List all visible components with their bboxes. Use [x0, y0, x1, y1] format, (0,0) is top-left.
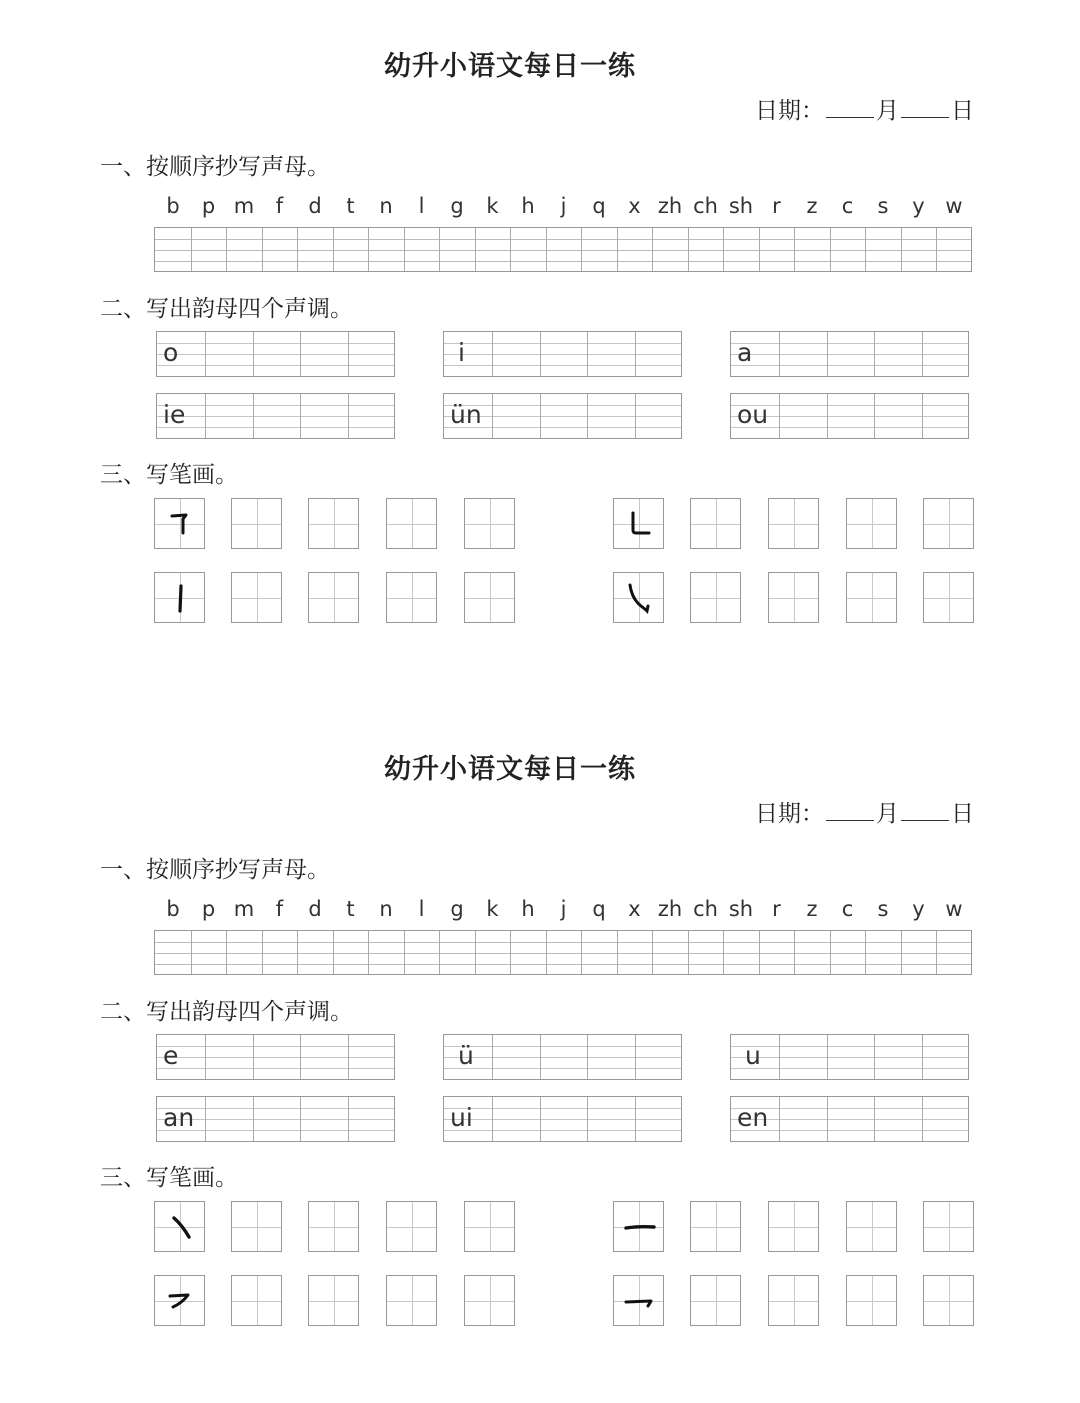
final-writing-box[interactable] — [730, 393, 969, 439]
stroke-shu-icon — [155, 573, 206, 624]
initial-letter: q — [592, 194, 606, 218]
final-writing-box[interactable] — [156, 1034, 395, 1080]
month-blank[interactable] — [826, 97, 874, 118]
initial-letter: s — [877, 897, 889, 921]
initial-letter: m — [233, 194, 255, 218]
final-label: ie — [163, 400, 186, 429]
practice-box[interactable] — [464, 498, 515, 549]
practice-box[interactable] — [231, 1201, 282, 1252]
final-label: o — [163, 338, 179, 367]
section-2-heading: 二、写出韵母四个声调。 — [100, 296, 353, 322]
initial-letter: x — [628, 897, 641, 921]
initial-letter: c — [841, 194, 854, 218]
initials-row — [155, 897, 973, 927]
initial-letter: m — [233, 897, 255, 921]
initial-letter: sh — [728, 897, 754, 921]
initial-letter: n — [379, 897, 393, 921]
date-line — [755, 795, 974, 828]
practice-box[interactable] — [768, 1201, 819, 1252]
final-writing-box[interactable] — [443, 1034, 682, 1080]
initial-letter: b — [166, 897, 180, 921]
practice-box[interactable] — [386, 1201, 437, 1252]
stroke-sample-box — [613, 1201, 664, 1252]
initial-letter: z — [806, 194, 818, 218]
stroke-hengpie-icon — [155, 1276, 206, 1327]
page-title: 幼升小语文每日一练 — [384, 51, 636, 82]
initial-letter: y — [912, 897, 925, 921]
practice-box[interactable] — [308, 1201, 359, 1252]
practice-box[interactable] — [846, 1201, 897, 1252]
section-3-heading: 三、写笔画。 — [100, 1165, 238, 1191]
stroke-sample-box — [613, 572, 664, 623]
initial-letter: d — [308, 194, 322, 218]
worksheet-1 — [0, 0, 1080, 700]
practice-box[interactable] — [231, 498, 282, 549]
initials-row — [155, 194, 973, 224]
final-label: ün — [450, 400, 482, 429]
practice-box[interactable] — [768, 572, 819, 623]
day-label: 日 — [951, 801, 974, 827]
initial-letter: l — [418, 194, 425, 218]
final-writing-box[interactable] — [730, 331, 969, 377]
initial-letter: ch — [693, 897, 718, 921]
final-writing-box[interactable] — [156, 1096, 395, 1142]
practice-box[interactable] — [231, 572, 282, 623]
stroke-shuwan-icon — [614, 499, 665, 550]
initial-letter: t — [346, 897, 355, 921]
initial-letter: p — [201, 194, 216, 218]
practice-box[interactable] — [690, 1201, 741, 1252]
initial-letter: j — [560, 897, 567, 921]
practice-box[interactable] — [846, 1275, 897, 1326]
final-label: ü — [458, 1041, 474, 1070]
final-label: e — [163, 1041, 179, 1070]
stroke-henggou-icon — [614, 1276, 665, 1327]
initial-letter: x — [628, 194, 641, 218]
month-label: 月 — [876, 98, 899, 124]
initial-letter: k — [486, 194, 499, 218]
date-line — [755, 92, 974, 125]
practice-box[interactable] — [690, 1275, 741, 1326]
initials-writing-grid[interactable] — [154, 227, 972, 272]
practice-box[interactable] — [308, 572, 359, 623]
practice-box[interactable] — [231, 1275, 282, 1326]
final-label: ou — [737, 400, 769, 429]
month-label: 月 — [876, 801, 899, 827]
initial-letter: ch — [693, 194, 718, 218]
practice-box[interactable] — [690, 572, 741, 623]
initial-letter: d — [308, 897, 322, 921]
section-2-heading: 二、写出韵母四个声调。 — [100, 999, 353, 1025]
final-writing-box[interactable] — [443, 1096, 682, 1142]
practice-box[interactable] — [386, 1275, 437, 1326]
worksheet-2 — [0, 703, 1080, 1403]
initial-letter: r — [772, 897, 781, 921]
initial-letter: zh — [657, 897, 683, 921]
initial-letter: q — [592, 897, 606, 921]
section-1-heading: 一、按顺序抄写声母。 — [100, 154, 330, 180]
stroke-dian-icon — [155, 1202, 206, 1253]
practice-box[interactable] — [923, 1275, 974, 1326]
day-label: 日 — [951, 98, 974, 124]
practice-box[interactable] — [923, 498, 974, 549]
initial-letter: l — [418, 897, 425, 921]
practice-box[interactable] — [308, 1275, 359, 1326]
practice-box[interactable] — [768, 498, 819, 549]
day-blank[interactable] — [901, 97, 949, 118]
final-writing-box[interactable] — [730, 1034, 969, 1080]
final-label: i — [458, 338, 465, 367]
practice-box[interactable] — [464, 572, 515, 623]
stroke-sample-box — [613, 1275, 664, 1326]
date-label: 日期： — [755, 98, 824, 124]
initial-letter: f — [275, 194, 284, 218]
initial-letter: k — [486, 897, 499, 921]
stroke-sample-box — [154, 1275, 205, 1326]
date-label: 日期： — [755, 801, 824, 827]
practice-box[interactable] — [308, 498, 359, 549]
initial-letter: n — [379, 194, 393, 218]
initial-letter: zh — [657, 194, 683, 218]
practice-box[interactable] — [846, 572, 897, 623]
final-writing-box[interactable] — [730, 1096, 969, 1142]
final-label: u — [745, 1041, 761, 1070]
final-label: en — [737, 1103, 769, 1132]
final-writing-box[interactable] — [443, 331, 682, 377]
initial-letter: g — [450, 897, 464, 921]
stroke-sample-box — [154, 572, 205, 623]
stroke-sample-box — [154, 498, 205, 549]
practice-box[interactable] — [386, 572, 437, 623]
final-writing-box[interactable] — [443, 393, 682, 439]
initial-letter: s — [877, 194, 889, 218]
practice-box[interactable] — [464, 1201, 515, 1252]
stroke-heng-icon — [614, 1202, 665, 1253]
final-label: a — [737, 338, 753, 367]
initial-letter: f — [275, 897, 284, 921]
initial-letter: j — [560, 194, 567, 218]
final-writing-box[interactable] — [156, 393, 395, 439]
final-label: ui — [450, 1103, 473, 1132]
initial-letter: w — [945, 194, 963, 218]
stroke-hengzhe-icon — [155, 499, 206, 550]
month-blank[interactable] — [826, 800, 874, 821]
initial-letter: h — [521, 194, 535, 218]
final-label: an — [163, 1103, 195, 1132]
practice-box[interactable] — [846, 498, 897, 549]
stroke-sample-box — [613, 498, 664, 549]
practice-box[interactable] — [923, 572, 974, 623]
initial-letter: p — [201, 897, 216, 921]
practice-box[interactable] — [464, 1275, 515, 1326]
initial-letter: y — [912, 194, 925, 218]
initial-letter: r — [772, 194, 781, 218]
initial-letter: h — [521, 897, 535, 921]
initial-letter: w — [945, 897, 963, 921]
stroke-shuwangou-icon — [614, 573, 665, 624]
section-3-heading: 三、写笔画。 — [100, 462, 238, 488]
initial-letter: c — [841, 897, 854, 921]
practice-box[interactable] — [768, 1275, 819, 1326]
initial-letter: sh — [728, 194, 754, 218]
initial-letter: b — [166, 194, 180, 218]
initial-letter: g — [450, 194, 464, 218]
practice-box[interactable] — [690, 498, 741, 549]
initial-letter: t — [346, 194, 355, 218]
practice-box[interactable] — [923, 1201, 974, 1252]
initial-letter: z — [806, 897, 818, 921]
final-writing-box[interactable] — [156, 331, 395, 377]
day-blank[interactable] — [901, 800, 949, 821]
page-title: 幼升小语文每日一练 — [384, 754, 636, 785]
stroke-sample-box — [154, 1201, 205, 1252]
section-1-heading: 一、按顺序抄写声母。 — [100, 857, 330, 883]
initials-writing-grid[interactable] — [154, 930, 972, 975]
practice-box[interactable] — [386, 498, 437, 549]
